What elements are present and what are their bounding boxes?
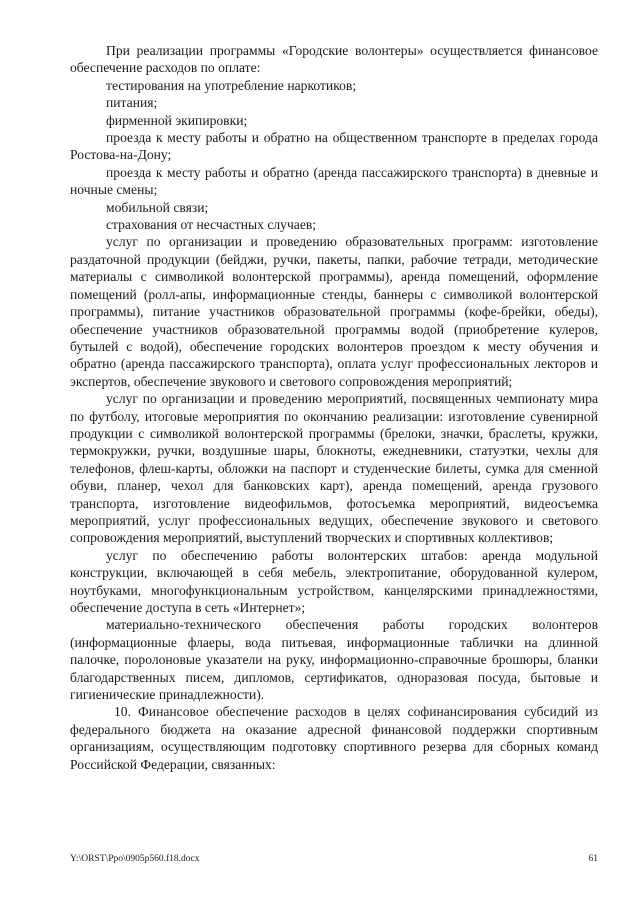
list-item-drug-testing: тестирования на употребление наркотиков; <box>106 77 357 93</box>
page-number: 61 <box>588 854 598 864</box>
list-item-headquarters: услуг по обеспечению работы волонтерских штабов: аренда модульной конструкции, включающей в себя мебель, электропитание, оборудованной кулером, ноутбуками, многофункциональным устройством, канцелярскими принадлежностями, обеспечение доступа в сеть «Интернет»; <box>70 547 598 615</box>
list-item-insurance: страхования от несчастных случаев; <box>106 217 317 233</box>
list-item-mobile: мобильной связи; <box>106 199 209 215</box>
paragraph-intro: При реализации программы «Городские волонтеры» осуществляется финансовое обеспечение расходов по оплате: <box>70 43 598 76</box>
list-item-transport-rental: проезда к месту работы и обратно (аренда пассажирского транспорта) в дневные и ночные смены; <box>70 164 598 198</box>
list-item-education: услуг по организации и проведению образовательных программ: изготовление раздаточной продукции (бейджи, ручки, пакеты, папки, рабочие тетради, методические материалы с символикой волонтерской программы), аренда помещений, оформление помещений (ролл-апы, информационные стенды, баннеры с символикой волонтерской программы), питание участников образовательной программы (кофе-брейки, обеды), обеспечение участников образовательной программы водой (приобретение кулеров, бутылей с водой), обеспечение городских волонтеров проездом к месту обучения и обратно (аренда пассажирского транспорта), оплата услуг профессиональных лекторов и экспертов, обеспечение звукового и светового сопровождения мероприятий; <box>70 234 598 389</box>
list-item-food: питания; <box>106 95 158 111</box>
document-body <box>70 42 598 773</box>
file-path: Y:\ORST\Ppo\0905p560.f18.docx <box>70 854 200 864</box>
paragraph-section-10: 10. Финансовое обеспечение расходов в целях софинансирования субсидий из федерального бюджета на оказание адресной финансовой поддержки спортивным организациям, осуществляющим подготовку спортивного резерва для сборных команд Российской Федерации, связанных: <box>70 704 598 772</box>
list-item-public-transport: проезда к месту работы и обратно на общественном транспорте в пределах города Ростова-на-Дону; <box>70 130 598 163</box>
list-item-logistics: материально-технического обеспечения работы городских волонтеров (информационные флаеры, вода питьевая, информационные таблички на длинной палочке, поролоновые указатели на руку, информационно-справочные брошюры, бланки благодарственных писем, дипломов, сертификатов, одноразовая посуда, бытовые и гигиенические принадлежности). <box>70 617 598 703</box>
list-item-events: услуг по организации и проведению мероприятий, посвященных чемпионату мира по футболу, итоговые мероприятия по окончанию реализации: изготовление сувенирной продукции с символикой волонтерской программы (брелоки, значки, браслеты, кружки, термокружки, ручки, воздушные шары, блокноты, ежедневники, статуэтки, чехлы для телефонов, флеш-карты, обложки на паспорт и студенческие билеты, сумка для сменной обуви, планер, чехол для банковских карт), аренда помещений, аренда грузового транспорта, изготовление видеофильмов, фотосъемка мероприятий, видеосъемка мероприятий, услуг профессиональных ведущих, обеспечение звукового и светового сопровождения мероприятий, выступлений творческих и спортивных коллективов; <box>70 391 598 546</box>
list-item-uniform: фирменной экипировки; <box>106 112 248 128</box>
